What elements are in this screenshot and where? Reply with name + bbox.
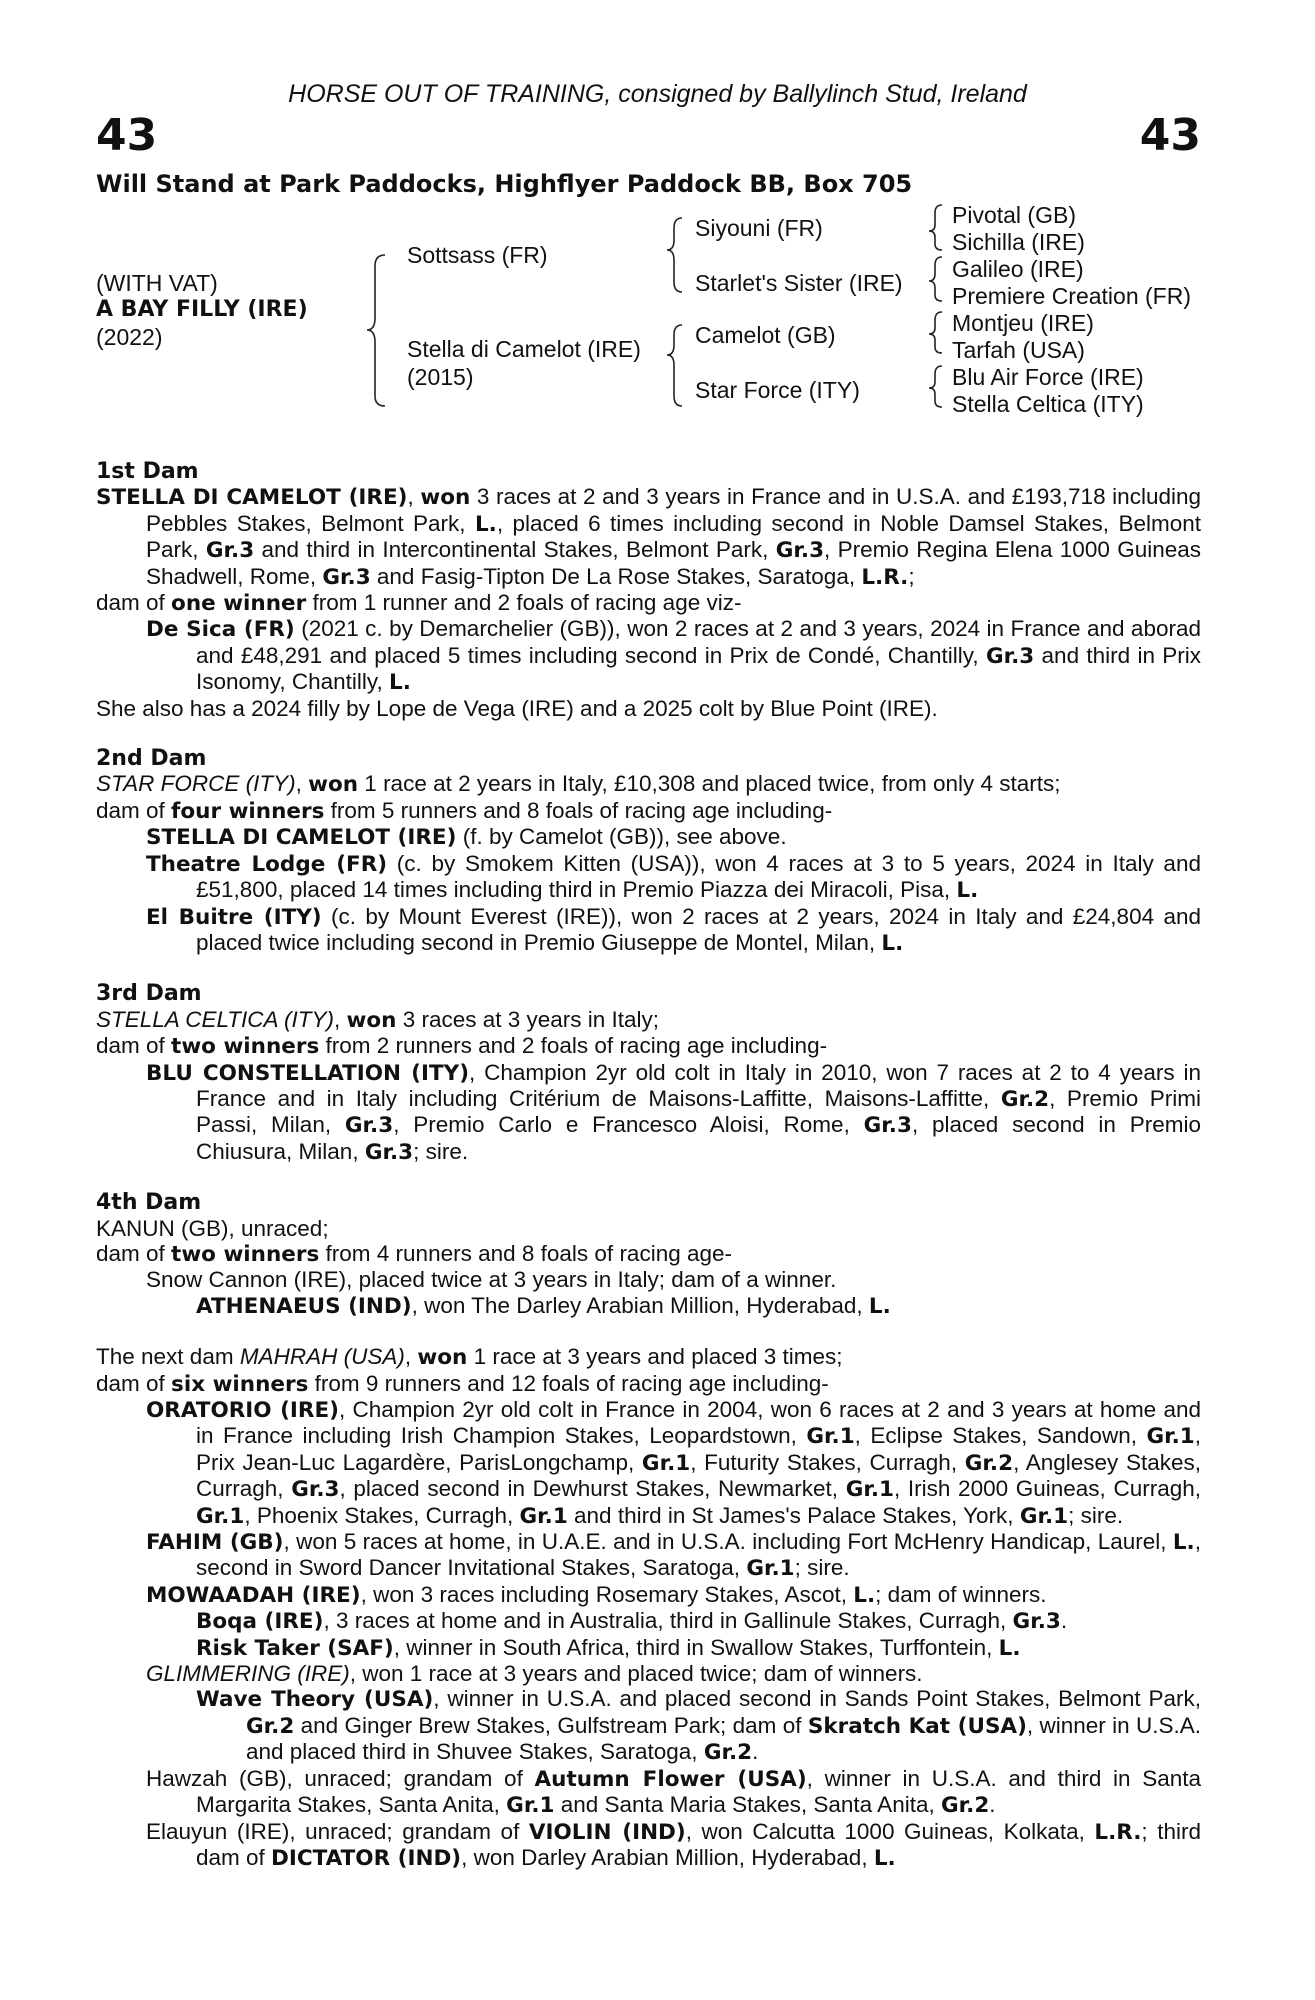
bold-run: Gr.2 [1000,1086,1050,1112]
bold-run: L. [873,1845,896,1871]
bold-run: De Sica (FR) [146,617,295,643]
horse-year: (2022) [96,324,163,350]
bold-run: won [417,1345,468,1371]
text-run: and Santa Maria Stakes, Santa Anita, [554,1792,941,1818]
bold-run: L. [998,1635,1021,1661]
italic-run: STELLA CELTICA (ITY) [96,1006,334,1032]
italic-run: MAHRAH (USA) [239,1344,405,1370]
ped-sds: Galileo (IRE) [952,256,1084,282]
text-run: She also has a 2024 filly by Lope de Vega (IRE) and a 2025 colt by Blue Point (IRE). [96,695,938,721]
bold-run: Gr.3 [322,564,371,590]
produce-entry [96,1661,1201,1686]
bracket-ss [929,205,942,250]
bracket-ds [929,312,942,353]
bold-run: won [346,1007,397,1033]
dam-sire: Camelot (GB) [695,322,836,348]
text-run: , Eclipse Stakes, Sandown, [854,1423,1147,1449]
bold-run: L. [474,511,497,537]
produce-entry [96,1686,1201,1765]
bold-run: Theatre Lodge (FR) [146,851,388,877]
text-run: from 9 runners and 12 foals of racing age including- [308,1370,829,1396]
bold-run: Gr.1 [196,1503,245,1529]
text-run: Elauyun (IRE), unraced; grandam of [146,1818,529,1844]
text-run: ; sire. [1068,1502,1124,1528]
text-run: KANUN (GB), unraced; [96,1215,329,1241]
ped-sdd: Premiere Creation (FR) [952,283,1191,309]
bold-run: Risk Taker (SAF) [196,1635,394,1661]
text-run: (2021 c. by Demarchelier (GB)), won 2 races at 2 and 3 years, 2024 in France and aborad and £48,291 and placed 5 times including second in Prix de Condé, Chantilly, [196,616,1201,668]
section-heading: 2nd Dam [96,746,207,772]
dam-year: (2015) [407,364,474,390]
text-run: 1 race at 2 years in Italy, £10,308 and placed twice, from only 4 starts; [358,771,1061,797]
text-run: , second in Sword Dancer Invitational Stakes, Saratoga, [196,1529,1201,1581]
bracket-horse [367,255,385,406]
section-heading: 3rd Dam [96,981,202,1007]
produce-entry [96,1819,1201,1872]
text-run: , won 5 races at home, in U.A.E. and in U.S.A. including Fort McHenry Handicap, Laurel, [283,1529,1173,1555]
produce-entry [96,1267,1201,1292]
text-run: , [295,771,309,797]
text-run: , 3 races at home and in Australia, third in Gallinule Stakes, Curragh, [323,1608,1013,1634]
produce-entry [96,1582,1201,1608]
text-run: , [333,1006,347,1032]
produce-entry [96,904,1201,957]
produce-summary [96,590,1201,616]
bold-run: two winners [171,1034,320,1060]
text-run: , Premio Regina Elena 1000 Guineas Shadwell, Rome, [146,537,1202,589]
produce-entry [96,1608,1201,1634]
bold-run: FAHIM (GB) [146,1530,284,1556]
ped-dsd: Tarfah (USA) [952,337,1085,363]
bold-run: Gr.1 [506,1793,555,1819]
bold-run: Gr.3 [291,1477,340,1503]
horse-name: A BAY FILLY (IRE) [96,297,308,322]
dam-entry [96,484,1201,590]
text-run: , won Darley Arabian Million, Hyderabad, [461,1844,874,1870]
text-run: (f. by Camelot (GB)), see above. [456,824,787,850]
text-run: , won 1 race at 3 years and placed twice; dam of winners. [349,1661,923,1687]
bold-run: won [420,485,471,511]
text-run: dam of [96,590,172,616]
bold-run: El Buitre (ITY) [146,904,322,930]
text-run: ; dam of winners. [875,1581,1047,1607]
text-run: . [752,1739,759,1765]
bold-run: Gr.2 [246,1713,295,1739]
text-run: dam of [96,1370,172,1396]
dam-entry [96,1344,1201,1370]
bold-run: six winners [171,1371,309,1397]
produce-entry [96,1635,1201,1661]
vat-note: (WITH VAT) [96,270,218,296]
bold-run: Gr.1 [845,1477,895,1503]
bold-run: VIOLIN (IND) [528,1819,686,1845]
ped-ssd: Sichilla (IRE) [952,229,1085,255]
bold-run: Gr.3 [775,538,825,564]
text-run: . [1060,1608,1068,1634]
next-dam-section [96,1344,1201,1871]
sire-name: Sottsass (FR) [407,242,548,268]
text-run: , Prix Jean-Luc Lagardère, ParisLongchamp, [196,1423,1202,1475]
bold-run: Gr.1 [641,1450,691,1476]
text-run: , Irish 2000 Guineas, Curragh, [894,1476,1201,1502]
ped-dss: Montjeu (IRE) [952,310,1094,336]
text-run: from 5 runners and 8 foals of racing age including- [324,797,833,823]
text-run: Hawzah (GB), unraced; grandam of [146,1765,535,1791]
second-dam-section [96,746,1201,956]
dam-entry [96,1216,1201,1241]
text-run: , winner in U.S.A. and third in Santa Margarita Stakes, Santa Anita, [196,1765,1201,1818]
produce-entry [96,1529,1201,1582]
text-run: (c. by Mount Everest (IRE)), won 2 races at 2 years, 2024 in Italy and £24,804 and placed twice including second in Premio Giuseppe de Montel, Milan, [196,903,1201,955]
bold-run: ATHENAEUS (IND) [196,1293,412,1319]
produce-summary [96,798,1201,824]
bold-run: Gr.1 [1146,1424,1195,1450]
produce-entry [96,1766,1201,1819]
text-run: Snow Cannon (IRE), placed twice at 3 years in Italy; dam of a winner. [146,1267,837,1293]
bold-run: L. [853,1582,876,1608]
bold-run: Gr.3 [985,643,1035,669]
text-run: , Premio Carlo e Francesco Aloisi, Rome, [393,1112,864,1138]
bold-run: won [308,772,359,798]
bold-run: Gr.2 [703,1740,753,1766]
text-run: , placed second in Premio Chiusura, Milan, [196,1112,1201,1164]
dam-entry [96,771,1201,797]
pedigree-brackets [0,0,1315,420]
dam-name: Stella di Camelot (IRE) [407,336,641,362]
text-run: and Fasig-Tipton De La Rose Stakes, Saratoga, [370,563,862,589]
sire-dam: Starlet's Sister (IRE) [695,270,903,296]
text-run: , Premio Primi Passi, Milan, [196,1085,1202,1138]
dam-entry [96,1007,1201,1033]
bracket-dd [929,366,942,407]
italic-run: GLIMMERING (IRE) [146,1661,350,1687]
text-run: , won 3 races including Rosemary Stakes, Ascot, [360,1581,854,1607]
section-heading: 1st Dam [96,459,199,484]
text-run: 3 races at 3 years in Italy; [396,1006,660,1032]
bold-run: L. [868,1293,891,1319]
text-run: , won Calcutta 1000 Guineas, Kolkata, [685,1818,1095,1844]
bold-run: Gr.1 [519,1503,568,1529]
bold-run: Gr.1 [746,1556,795,1582]
text-run: , won The Darley Arabian Million, Hyderabad, [411,1292,869,1318]
text-run: The next dam [96,1344,240,1370]
produce-summary [96,1241,1201,1267]
text-run: and third in St James's Palace Stakes, York, [567,1502,1020,1528]
text-run: , winner in U.S.A. and placed third in Shuvee Stakes, Saratoga, [246,1712,1201,1765]
text-run: , [407,484,421,510]
produce-entry [96,824,1201,850]
bold-run: Gr.3 [344,1113,394,1139]
text-run: , winner in South Africa, third in Swallow Stakes, Turffontein, [393,1634,999,1660]
ped-ddd: Stella Celtica (ITY) [952,391,1144,417]
bold-run: Gr.2 [964,1450,1014,1476]
text-run: ; third dam of [196,1818,1201,1870]
produce-summary [96,1033,1201,1059]
text-run: , placed second in Dewhurst Stakes, Newmarket, [339,1476,846,1502]
dam-dam: Star Force (ITY) [695,377,860,403]
text-run: , Phoenix Stakes, Curragh, [244,1502,520,1528]
text-run: . [989,1792,996,1818]
produce-entry [96,616,1201,695]
text-run: and third in Intercontinental Stakes, Belmont Park, [254,537,776,563]
lot-number-right: 43 [1139,110,1201,161]
bold-run: Skratch Kat (USA) [807,1713,1027,1739]
first-dam-section [96,459,1201,721]
bracket-sd [929,257,942,301]
text-run: and Ginger Brew Stakes, Gulfstream Park; dam of [294,1712,808,1738]
section-heading: 4th Dam [96,1190,202,1216]
bold-run: Gr.3 [205,538,255,564]
bold-run: ORATORIO (IRE) [146,1398,339,1423]
bold-run: Gr.2 [940,1793,990,1819]
pedigree-notes [96,459,1201,1896]
ped-sss: Pivotal (GB) [952,202,1076,228]
text-run: , Anglesey Stakes, Curragh, [196,1449,1202,1502]
consignor-title: HORSE OUT OF TRAINING, consigned by Ballylinch Stud, Ireland [288,80,1027,108]
bold-run: one winner [171,591,307,617]
produce-summary [96,1371,1201,1397]
text-run: , Champion 2yr old colt in France in 2004, won 6 races at 2 and 3 years at home and in France including Irish Champion Stakes, Leopardstown, [196,1397,1201,1449]
text-run: from 1 runner and 2 foals of racing age viz- [306,590,742,616]
text-run: , winner in U.S.A. and placed second in Sands Point Stakes, Belmont Park, [433,1686,1201,1712]
produce-entry [96,1397,1201,1529]
text-run: and third in Prix Isonomy, Chantilly, [196,642,1202,695]
stand-location: Will Stand at Park Paddocks, Highflyer Paddock BB, Box 705 [96,170,913,198]
text-run: dam of [96,1240,172,1266]
produce-entry [96,1293,1201,1319]
bold-run: DICTATOR (IND) [271,1845,462,1871]
text-run: 3 races at 2 and 3 years in France and in U.S.A. and £193,718 including Pebbles Stakes, Belmont Park, [146,484,1201,536]
bold-run: MOWAADAH (IRE) [146,1582,361,1608]
bold-run: BLU CONSTELLATION (ITY) [146,1060,470,1086]
text-run: , [404,1344,418,1370]
bold-run: L. [956,878,979,904]
bold-run: Boqa (IRE) [196,1609,324,1635]
bracket-dam [667,325,682,406]
bracket-sire [667,218,682,292]
bold-run: L.R. [861,564,909,590]
text-run: ; sire. [413,1138,469,1164]
fourth-dam-section [96,1190,1201,1319]
text-run: , Champion 2yr old colt in Italy in 2010, won 7 races at 2 to 4 years in France and in Italy including Critérium de Maisons-Laffitte, Maisons-Laffitte, [196,1059,1201,1111]
produce-note [96,696,1201,721]
bold-run: Gr.3 [1012,1609,1061,1635]
text-run: from 2 runners and 2 foals of racing age including- [319,1033,828,1059]
text-run: ; sire. [794,1555,850,1581]
text-run: , placed 6 times including second in Noble Damsel Stakes, Belmont Park, [146,510,1201,563]
ped-dds: Blu Air Force (IRE) [952,364,1144,390]
third-dam-section [96,981,1201,1165]
text-run: (c. by Smokem Kitten (USA)), won 4 races at 3 to 5 years, 2024 in Italy and £51,800, placed 14 times including third in Premio Piazza dei Miracoli, Pisa, [196,850,1201,903]
bold-run: Gr.3 [863,1113,912,1139]
bold-run: Autumn Flower (USA) [534,1766,807,1792]
bold-run: L. [881,930,904,956]
produce-entry [96,1060,1201,1166]
produce-entry [96,851,1201,904]
text-run: 1 race at 3 years and placed 3 times; [467,1344,843,1370]
bold-run: STELLA DI CAMELOT (IRE) [96,485,408,511]
bold-run: four winners [171,798,325,824]
bold-run: L.R. [1094,1819,1142,1845]
bold-run: L. [389,670,411,696]
bold-run: Wave Theory (USA) [196,1687,434,1713]
bold-run: Gr.1 [1019,1503,1069,1529]
bold-run: STELLA DI CAMELOT (IRE) [146,825,457,851]
bold-run: Gr.3 [364,1139,414,1165]
bold-run: Gr.1 [806,1424,855,1450]
italic-run: STAR FORCE (ITY) [96,771,296,797]
text-run: dam of [96,797,172,823]
lot-number-left: 43 [96,110,158,161]
text-run: ; [908,563,915,589]
pedigree-chart [0,0,1315,420]
bold-run: two winners [171,1241,320,1267]
sire-sire: Siyouni (FR) [695,215,823,241]
bold-run: L. [1172,1530,1195,1556]
text-run: from 4 runners and 8 foals of racing age- [319,1240,733,1266]
text-run: dam of [96,1033,172,1059]
text-run: , Futurity Stakes, Curragh, [690,1449,965,1475]
